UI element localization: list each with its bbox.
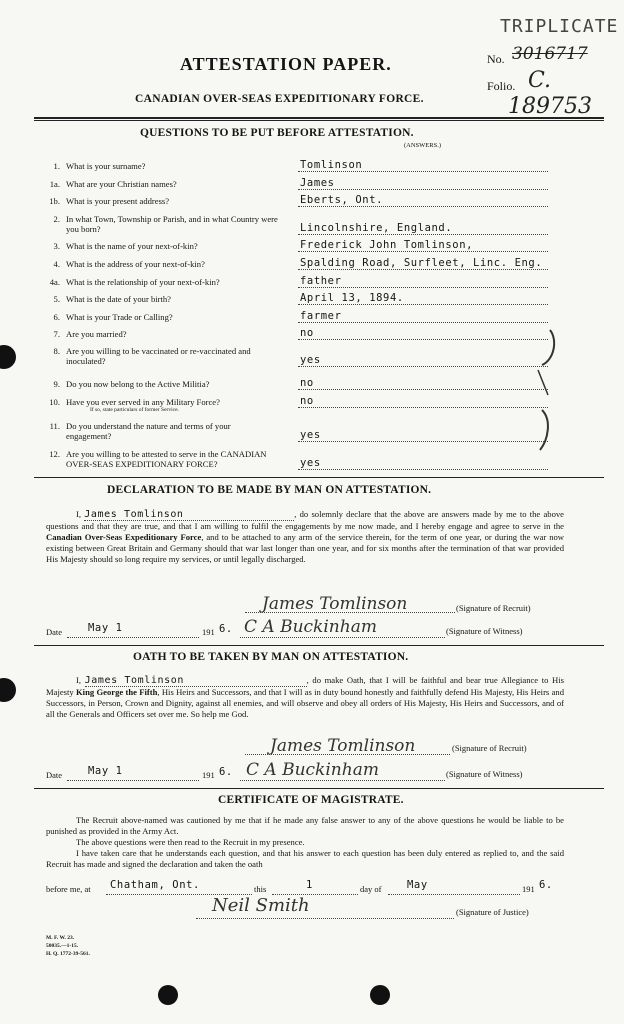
answer-value: April 13, 1894. — [300, 292, 404, 304]
folio-letter: C. — [528, 68, 552, 93]
oath-year-prefix: 191 — [202, 770, 215, 780]
answer-value: no — [300, 377, 314, 389]
section-rule-2 — [34, 645, 604, 646]
this-label: this — [254, 884, 267, 894]
declaration-witness-label: (Signature of Witness) — [446, 626, 523, 636]
magistrate-year-prefix: 191 — [522, 884, 535, 894]
day-of-label: day of — [360, 884, 382, 894]
question-text: What is the address of your next-of-kin? — [66, 259, 205, 269]
question-text: What is the relationship of your next-of-kin? — [66, 277, 220, 287]
answer-value: Lincolnshire, England. — [300, 222, 453, 234]
oath-witness-label: (Signature of Witness) — [446, 769, 523, 779]
answer-value: yes — [300, 354, 321, 366]
oath-text — [46, 675, 564, 720]
declaration-year-suffix: 6. — [219, 623, 233, 635]
question-number: 3. — [53, 241, 60, 251]
question-number: 9. — [53, 379, 60, 389]
question-text: What is your present address? — [66, 196, 170, 206]
before-me-label: before me, at — [46, 884, 91, 894]
answer-line — [298, 407, 548, 408]
answer-value: Frederick John Tomlinson, — [300, 239, 474, 251]
answer-line — [298, 304, 548, 305]
form-code-line-1: M. F. W. 23. — [46, 935, 75, 941]
folio-label: Folio. — [487, 79, 516, 93]
declaration-force: Canadian Over-Seas Expeditionary Force — [46, 532, 202, 542]
declaration-witness-line — [240, 637, 445, 638]
declaration-date-label: Date — [46, 627, 63, 637]
question-number: 1a. — [49, 179, 60, 189]
question-number: 7. — [53, 329, 60, 339]
oath-date-value: May 1 — [88, 765, 123, 777]
number-label: No. — [487, 52, 505, 66]
oath-date-label: Date — [46, 770, 63, 780]
question-number: 11. — [49, 421, 60, 431]
answer-line — [298, 234, 548, 235]
magistrate-para-1: The Recruit above-named was cautioned by me that if he made any false answer to any of the above questions he would be liable to be punished as provided in the Army Act. — [46, 815, 564, 836]
declaration-date-line — [67, 637, 199, 638]
question-text: What is the name of your next-of-kin? — [66, 241, 198, 251]
oath-recruit-line — [245, 754, 450, 755]
answer-line — [298, 251, 548, 252]
form-code-line-2: 50035.—1-15. — [46, 943, 79, 949]
header-rule-thin — [34, 120, 604, 121]
question-number: 2. — [53, 214, 60, 224]
question-text: In what Town, Township or Parish, and in what Country were you born? — [66, 214, 278, 234]
answer-value: yes — [300, 429, 321, 441]
declaration-date-value: May 1 — [88, 622, 123, 634]
declaration-prefix: I, — [76, 509, 82, 519]
punch-hole-top — [0, 345, 16, 369]
declaration-year-prefix: 191 — [202, 627, 215, 637]
question-text: What are your Christian names? — [66, 179, 177, 189]
answer-line — [298, 269, 548, 270]
declaration-recruit-signature: James Tomlinson — [262, 594, 408, 614]
answer-line — [298, 469, 548, 470]
questions-heading: QUESTIONS TO BE PUT BEFORE ATTESTATION. — [140, 127, 414, 139]
answer-line — [298, 189, 548, 190]
oath-date-line — [67, 780, 199, 781]
month-line — [388, 894, 520, 895]
answer-line — [298, 339, 548, 340]
question-text: Do you now belong to the Active Militia? — [66, 379, 210, 389]
magistrate-day: 1 — [306, 879, 313, 891]
question-text: What is your surname? — [66, 161, 146, 171]
answer-value: James — [300, 177, 335, 189]
force-name: CANADIAN OVER-SEAS EXPEDITIONARY FORCE. — [135, 93, 424, 105]
answer-value: Tomlinson — [300, 159, 363, 171]
declaration-witness-signature: C A Buckinham — [244, 617, 377, 637]
declaration-recruit-label: (Signature of Recruit) — [456, 603, 531, 613]
question-text: Have you ever served in any Military Force? — [66, 397, 220, 407]
magistrate-para-2: The above questions were then read to the Recruit in my presence. — [76, 837, 305, 847]
question-number: 10. — [49, 397, 60, 407]
question-text: Are you willing to be vaccinated or re-vaccinated and inoculated? — [66, 346, 251, 366]
question-text: Do you understand the nature and terms of your engagement? — [66, 421, 231, 441]
magistrate-text — [46, 815, 564, 870]
answer-value: father — [300, 275, 342, 287]
magistrate-year-suffix: 6. — [539, 879, 553, 891]
oath-year-suffix: 6. — [219, 766, 233, 778]
answer-value: no — [300, 327, 314, 339]
question-number: 6. — [53, 312, 60, 322]
answer-line — [298, 441, 548, 442]
oath-king: King George the Fifth — [76, 687, 158, 697]
oath-recruit-signature: James Tomlinson — [270, 736, 416, 756]
answer-value: Eberts, Ont. — [300, 194, 384, 206]
answer-line — [298, 389, 548, 390]
oath-name: James Tomlinson — [85, 675, 307, 687]
section-rule-1 — [34, 477, 604, 478]
section-rule-3 — [34, 788, 604, 789]
form-code — [46, 934, 90, 958]
answer-line — [298, 322, 548, 323]
question-note: If so, state particulars of former Service. — [90, 407, 179, 413]
question-number: 12. — [49, 449, 60, 459]
answer-value: farmer — [300, 310, 342, 322]
magistrate-heading: CERTIFICATE OF MAGISTRATE. — [218, 794, 404, 806]
declaration-text — [46, 509, 564, 565]
regimental-number: 3016717 — [512, 44, 588, 64]
question-number: 4. — [53, 259, 60, 269]
answer-value: yes — [300, 457, 321, 469]
magistrate-place: Chatham, Ont. — [110, 879, 200, 891]
answer-line — [298, 366, 548, 367]
justice-signature: Neil Smith — [212, 895, 310, 916]
answer-value: Spalding Road, Surfleet, Linc. Eng. — [300, 257, 543, 269]
oath-prefix: I, — [76, 675, 82, 685]
magistrate-month: May — [407, 879, 428, 891]
question-number: 1. — [53, 161, 60, 171]
question-number: 8. — [53, 346, 60, 356]
justice-label: (Signature of Justice) — [456, 907, 529, 917]
oath-text-1: , do make Oath, that I will be faithful and bear true Allegiance to His Majesty — [46, 675, 564, 697]
question-text: What is the date of your birth? — [66, 294, 172, 304]
answers-label: (ANSWERS.) — [404, 142, 442, 149]
question-number: 4a. — [49, 277, 60, 287]
punch-hole-bottom-left — [158, 985, 178, 1005]
declaration-name: James Tomlinson — [84, 509, 294, 521]
oath-heading: OATH TO BE TAKEN BY MAN ON ATTESTATION. — [133, 651, 409, 663]
oath-witness-signature: C A Buckinham — [246, 760, 379, 780]
answer-line — [298, 171, 548, 172]
question-text: What is your Trade or Calling? — [66, 312, 173, 322]
declaration-text-2: , and to be attached to any arm of the service therein, for the term of one year, or during the war now existing between Great Britain and Germany should that war last longer than one year, and for six months after the termination of that war provided His Majesty should so long require my services, or until legally discharged. — [46, 532, 564, 564]
question-text: Are you willing to be attested to serve in the CANADIAN OVER-SEAS EXPEDITIONARY FORCE? — [66, 449, 267, 469]
triplicate-stamp: TRIPLICATE — [500, 16, 619, 37]
oath-text-2: , His Heirs and Successors, and that I will as in duty bound honestly and faithfully defend His Majesty, His Heirs and Successors, in Person, Crown and Dignity, against all enemies, and will observe and obey all orders of His Majesty, His Heirs and Successors, and of all the Generals and Officers set over me. So help me God. — [46, 687, 564, 719]
question-text: Are you married? — [66, 329, 127, 339]
form-code-line-3: H. Q. 1772-39-561. — [46, 951, 90, 957]
declaration-text-1: , do solemnly declare that the above are answers made by me to the above questions and that they are true, and that I am willing to fulfil the engagements by me now made, and I hereby engage and agree to serve in the — [46, 509, 564, 531]
question-number: 1b. — [49, 196, 60, 206]
justice-line — [196, 918, 454, 919]
folio-number: 189753 — [508, 94, 592, 119]
magistrate-para-3: I have taken care that he understands each question, and that his answer to each question has been duly entered as replied to, and the said Recruit has made and signed the declaration and taken the oath — [46, 848, 564, 869]
margin-tick-marks — [528, 320, 568, 470]
answer-line — [298, 206, 548, 207]
punch-hole-bottom-right — [370, 985, 390, 1005]
answer-line — [298, 287, 548, 288]
oath-recruit-label: (Signature of Recruit) — [452, 743, 527, 753]
header-rule — [34, 117, 604, 119]
declaration-heading: DECLARATION TO BE MADE BY MAN ON ATTESTATION. — [107, 484, 432, 496]
question-number: 5. — [53, 294, 60, 304]
page-title: ATTESTATION PAPER. — [180, 54, 392, 74]
punch-hole-middle — [0, 678, 16, 702]
oath-witness-line — [240, 780, 445, 781]
answer-value: no — [300, 395, 314, 407]
declaration-recruit-line — [245, 612, 455, 613]
